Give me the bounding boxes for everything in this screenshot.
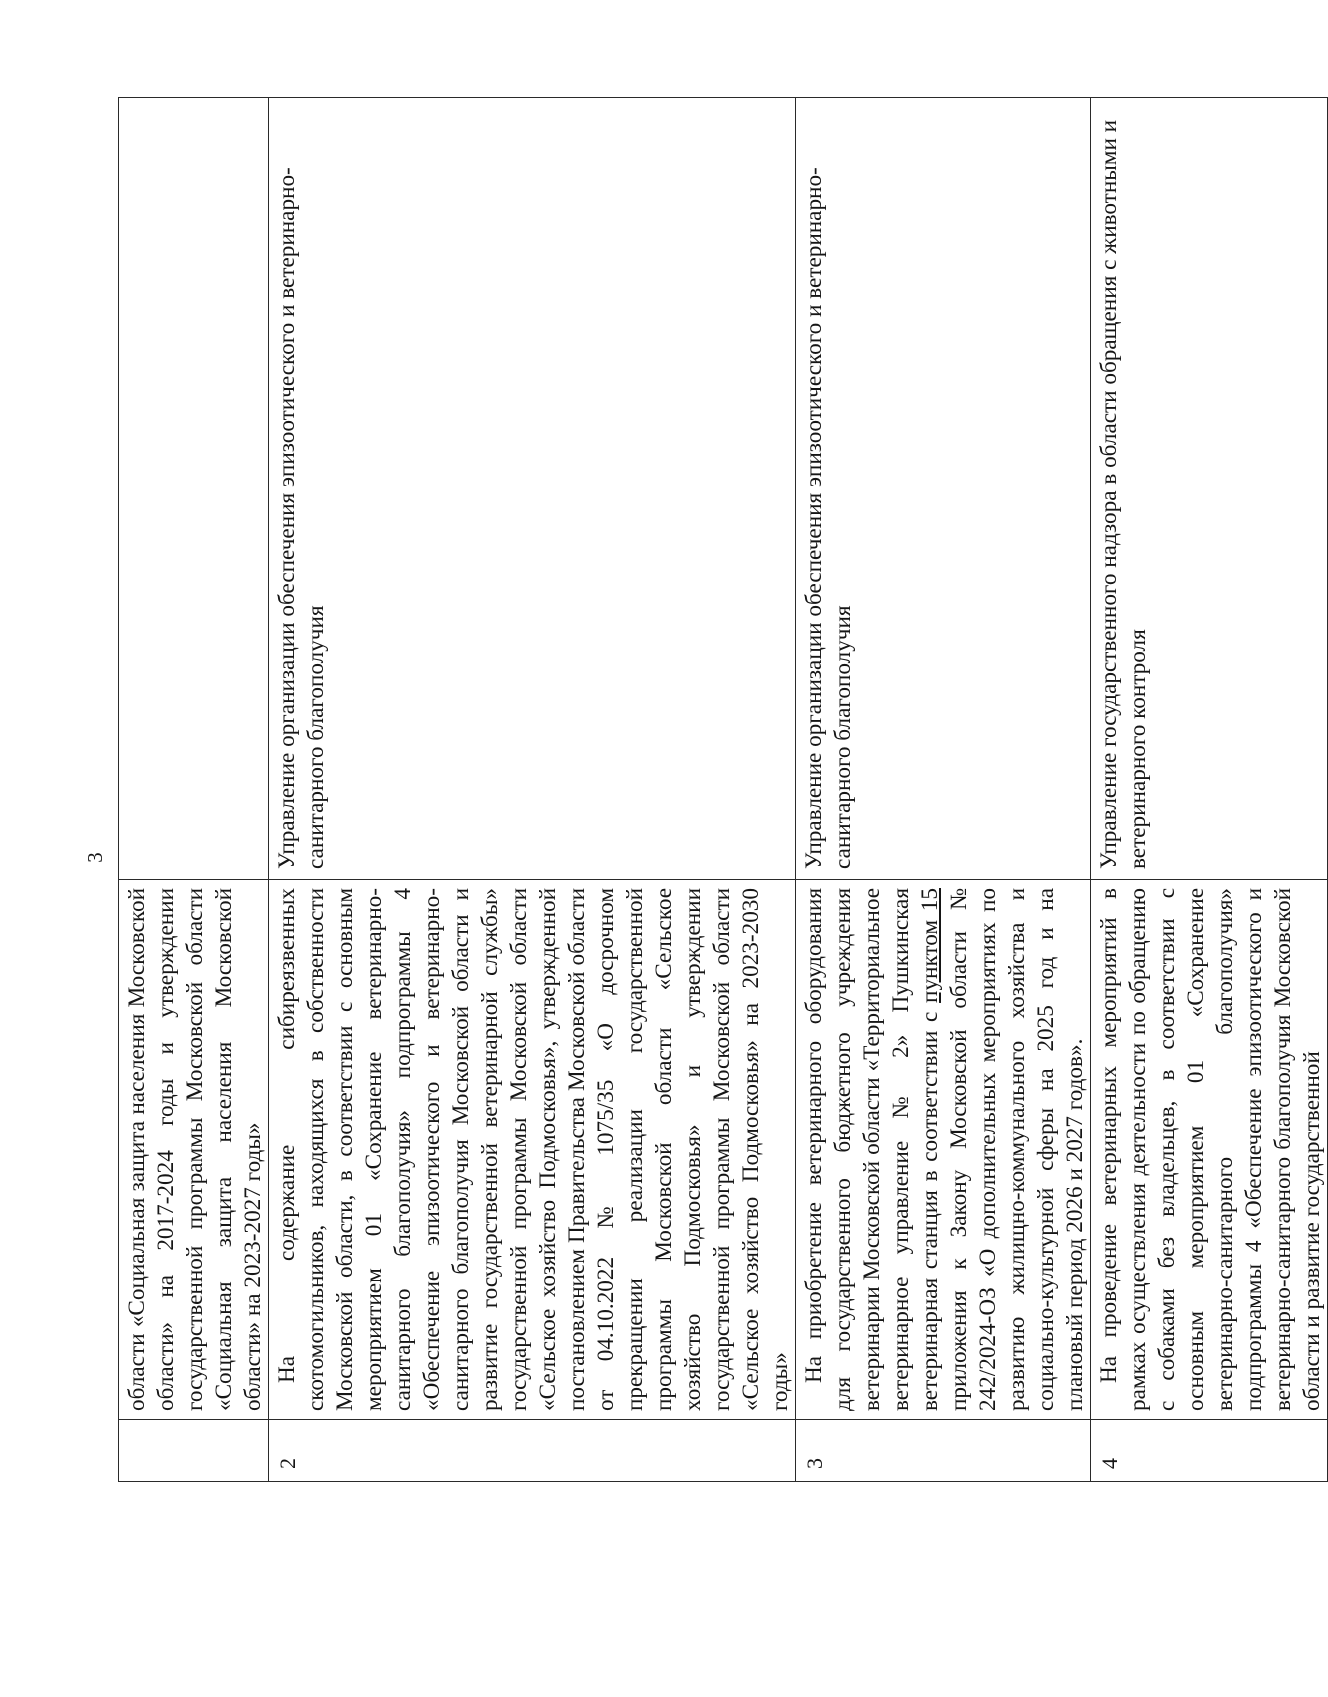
row-description: области «Социальная защита населения Московской области» на 2017-2024 годы и утверждении государственной программы Московской области «Социальная защита населения Московской области» на 2023-2027 годы» bbox=[119, 880, 269, 1420]
row-department: Управление организации обеспечения эпизоотического и ветеринарно-санитарного благополучия bbox=[796, 98, 1091, 880]
row-number: 2 bbox=[269, 1420, 796, 1482]
row-description bbox=[796, 880, 1091, 1420]
measures-table bbox=[118, 97, 1328, 1482]
table-row bbox=[119, 98, 269, 1482]
row-department bbox=[119, 98, 269, 880]
row-number: 4 bbox=[1091, 1420, 1328, 1482]
table-row bbox=[269, 98, 796, 1482]
row-number: 3 bbox=[796, 1420, 1091, 1482]
description-text: На приобретение ветеринарного оборудования для государственного бюджетного учреждения ветеринарии Московской области «Территориальное ветеринарное управление № 2» Пушкинская ветеринарная станция в соответствии с bbox=[801, 888, 943, 1411]
rotated-page-content bbox=[118, 98, 1325, 1482]
description-text: приложения к Закону Московской области № 242/2024-ОЗ «О дополнительных мероприятиях по развитию жилищно-коммунального хозяйства и социально-культурной сферы на 2025 год и на плановый период 2026 и 2027 годов». bbox=[946, 888, 1088, 1411]
table-row bbox=[1091, 98, 1328, 1482]
row-description: На содержание сибиреязвенных скотомогильников, находящихся в собственности Московской области, в соответствии с основным мероприятием 01 «Сохранение ветеринарно-санитарного благополучия» подпрограммы 4 «Обеспечение эпизоотического и ветеринарно-санитарного благополучия Московской области и развитие государственной ветеринарной службы» государственной программы Московской области «Сельское хозяйство Подмосковья», утвержденной постановлением Правительства Московской области от 04.10.2022 № 1075/35 «О досрочном прекращении реализации государственной программы Московской области «Сельское хозяйство Подмосковья» и утверждении государственной программы Московской области «Сельское хозяйство Подмосковья» на 2023-2030 годы» bbox=[269, 880, 796, 1420]
row-number bbox=[119, 1420, 269, 1482]
row-department: Управление организации обеспечения эпизоотического и ветеринарно-санитарного благополучия bbox=[269, 98, 796, 880]
row-department: Управление государственного надзора в области обращения с животными и ветеринарного контроля bbox=[1091, 98, 1328, 880]
law-clause-link[interactable]: пунктом 15 bbox=[917, 888, 943, 1003]
row-description: На проведение ветеринарных мероприятий в рамках осуществления деятельности по обращению с собаками без владельцев, в соответствии с основным мероприятием 01 «Сохранение ветеринарно-санитарного благополучия» подпрограммы 4 «Обеспечение эпизоотического и ветеринарно-санитарного благополучия Московской области и развитие государственной bbox=[1091, 880, 1328, 1420]
page-number: 3 bbox=[82, 852, 107, 863]
table-row bbox=[796, 98, 1091, 1482]
